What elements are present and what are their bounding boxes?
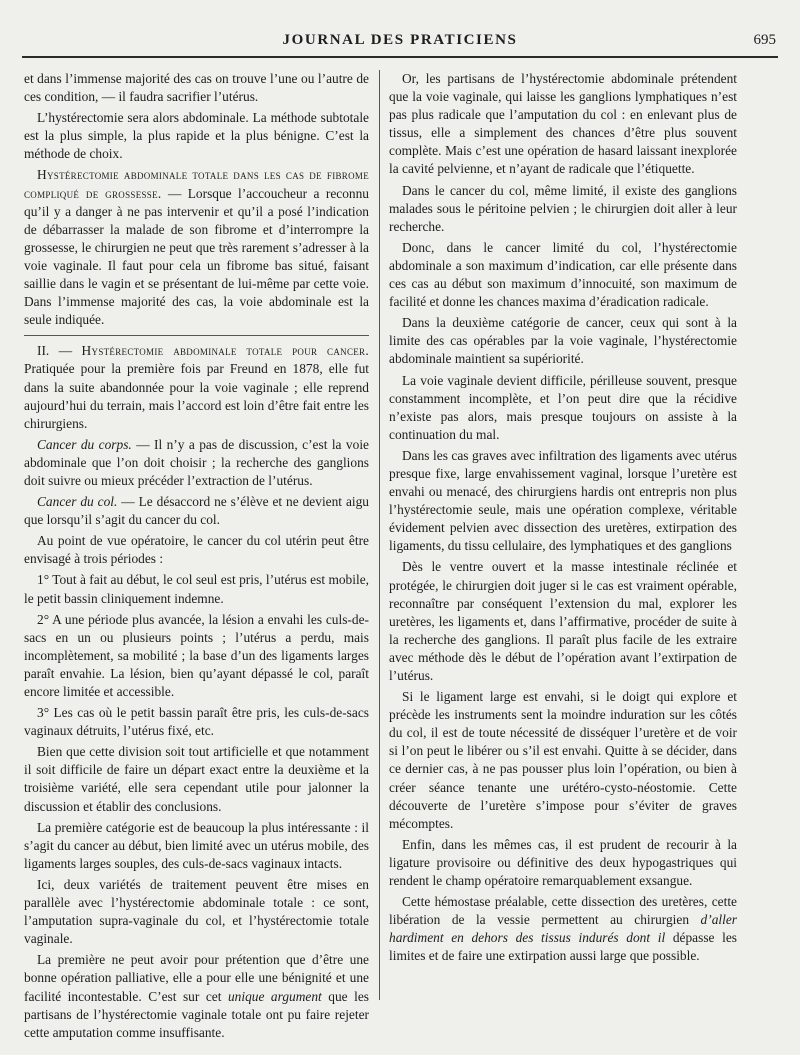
paragraph: Au point de vue opératoire, le cancer du col utérin peut être envisagé à trois périodes :	[24, 533, 369, 567]
paragraph	[24, 436, 369, 490]
subsection-label: Cancer du corps.	[37, 436, 132, 452]
paragraph: Dans la deuxième catégorie de cancer, ceux qui sont à la limite des cas opérables par la voie vaginale, l’hystérectomie abdominale maintient sa supériorité.	[389, 315, 737, 367]
paragraph: Donc, dans le cancer limité du col, l’hystérectomie abdominale a son maximum d’indication, car elle présente dans ces cas au début son maximum d’innocuité, son maximum de facilité et donne les chances maxima d’éradication radicale.	[389, 239, 737, 310]
paragraph: et dans l’immense majorité des cas on trouve l’une ou l’autre de ces condition, — il faudra sacrifier l’utérus.	[24, 71, 369, 105]
paragraph: Or, les partisans de l’hystérectomie abdominale prétendent que la voie vaginale, qui laisse les ganglions lymphatiques n’est pas plus radicale que l’amputation du col : en enlevant plus de tissus, elle a simplement des chances d’être plus souvent complète. Mais c’est une opération de hasard laissant inexplorée la cavité pelvienne, et n’ayant de radicale que l’étiquette.	[389, 71, 737, 177]
section-divider	[24, 335, 369, 336]
paragraph: Enfin, dans les mêmes cas, il est prudent de recourir à la ligature provisoire ou définitive des deux hypogastriques qui rendent le champ opératoire remarquablement exsangue.	[389, 836, 737, 889]
section-heading: Hystérectomie abdominale totale pour cancer.	[81, 343, 369, 359]
journal-title: JOURNAL DES PRATICIENS	[282, 32, 518, 48]
paragraph	[24, 951, 369, 1041]
paragraph: La voie vaginale devient difficile, périlleuse souvent, presque constamment incomplète, et l’on peut dire que la récidive n’existe pas alors, mais presque toujours on assiste à la continuation du mal.	[389, 372, 737, 442]
emphasis-text: d’aller hardiment en dehors des tissus indurés dont il	[389, 912, 737, 946]
section-heading: Hystérectomie abdominale totale dans les cas de fibrome compliqué de grossesse.	[24, 167, 369, 201]
right-column	[389, 70, 737, 1030]
paragraph: Ici, deux variétés de traitement peuvent être mises en parallèle avec l’hystérectomie abdominale totale : ce sont, l’amputation supra-vaginale du col, et l’hystérectomie totale vaginale.	[24, 876, 369, 947]
paragraph: Dans le cancer du col, même limité, il existe des ganglions malades sous le péritoine pelvien ; le chirurgien doit aller à leur recherche.	[389, 182, 737, 234]
paragraph: Bien que cette division soit tout artificielle et que notamment il soit difficile de faire un départ exact entre la deuxième et la troisième variété, elle sera cependant utile pour jalonner la discussion et établir des conclusions.	[24, 744, 369, 814]
paragraph	[24, 493, 369, 529]
list-item: 3° Les cas où le petit bassin paraît être pris, les culs-de-sacs vaginaux détruits, l’utérus fixé, etc.	[24, 705, 369, 739]
section-number: II. —	[37, 343, 82, 359]
paragraph	[389, 893, 737, 965]
paragraph: Dans les cas graves avec infiltration des ligaments avec utérus presque fixe, large envahissement vaginal, lorsque l’uretère est envahi ou menacé, des chirurgiens hardis ont entrepris non plus l’hystérectomie seule, mais une opération complexe, véritable évidement pelvien avec dissection des uretères, extirpation des ligaments, du tissu cellulaire, des lymphatiques et des ganglions	[389, 447, 737, 554]
paragraph	[24, 166, 369, 329]
list-item: 1° Tout à fait au début, le col seul est pris, l’utérus est mobile, le petit bassin cliniquement indemne.	[24, 572, 369, 606]
paragraph-text: — Il n’y a pas de discussion, c’est la voie abdominale que l’on doit choisir ; la recherche des ganglions doit suivre ou mieux précéder l’extraction de l’utérus.	[24, 436, 369, 488]
page-number: 695	[753, 32, 776, 48]
paragraph-text: Pratiquée pour la première fois par Freund en 1878, elle fut dans la suite abandonnée pour la voie vaginale ; elle reprend aujourd’hui du terrain, mais l’accord est loin d’être fait entre les chirurgiens.	[24, 361, 369, 431]
column-divider	[379, 70, 380, 1000]
emphasis-text: unique argument	[227, 988, 322, 1004]
list-item: 2° A une période plus avancée, la lésion a envahi les culs-de-sacs en un ou plusieurs points ; l’utérus a perdu, mais incomplètement, sa mobilité ; la base d’un des ligaments larges paraît envahie. La lésion, bien qu’ayant dépassé le col, paraît encore limitée et accessible.	[24, 611, 369, 699]
paragraph: La première catégorie est de beaucoup la plus intéressante : il s’agit du cancer au début, bien limité avec un utérus mobile, des ligaments larges souples, des culs-de-sacs vaginaux intacts.	[24, 819, 369, 871]
paragraph-text: — Le désaccord ne s’élève et ne devient aigu que lorsqu’il s’agit du cancer du col.	[24, 494, 369, 528]
header-rule	[22, 56, 778, 58]
running-header	[22, 30, 778, 60]
paragraph	[24, 342, 369, 432]
paragraph-text: La première ne peut avoir pour prétention que d’être une bonne opération palliative, elle a pour elle une bénignité et une facilité incontestable. C’est sur cet	[24, 952, 369, 1004]
paragraph-text: dépasse les limites et de faire une extirpation aussi large que possible.	[389, 930, 737, 964]
paragraph-text: que les partisans de l’hystérectomie vaginale totale ont pu faire rejeter cette amputation comme insuffisante.	[24, 988, 369, 1040]
left-column	[24, 70, 370, 1040]
paragraph: Si le ligament large est envahi, si le doigt qui explore et précède les instruments sent la moindre induration sur les côtés du col, il est de toute nécessité de disséquer l’uretère et de voir si l’on peut le libérer ou s’il est envahi. Quitte à se décider, dans ce dernier cas, à ne pas pousser plus loin l’opération, ou bien à créer séance tenante une urétéro-cysto-néostomie. Cette découverte de l’uretère s’impose pour s’éviter de graves mécomptes.	[389, 689, 737, 831]
paragraph: Dès le ventre ouvert et la masse intestinale réclinée et protégée, le chirurgien doit juger si le cas est vraiment opérable, reconnaître par conséquent l’extension du mal, explorer les uretères, les ligaments et, dans l’affirmative, procéder de suite à la recherche des ganglions. Il paraît plus facile de les extraire avec méthode dès le début de l’opération avant l’extirpation de l’utérus.	[389, 559, 737, 683]
paragraph-text: — Lorsque l’accoucheur a reconnu qu’il y a danger à ne pas intervenir et qu’il a posé l’indication de débarrasser la malade de son fibrome et d’interrompre la grossesse, le chirurgien ne peut que très rarement s’adresser à la voie vaginale. Il faut pour cela un fibrome bas situé, faisant saillie dans le vagin et se présentant de lui-même par cette voie. Dans l’immense majorité des cas, la voie abdominale est la seule indiquée.	[24, 185, 370, 328]
subsection-label: Cancer du col.	[37, 494, 118, 510]
paragraph: L’hystérectomie sera alors abdominale. La méthode subtotale est la plus simple, la plus rapide et la plus bénigne. C’est la méthode de choix.	[24, 110, 369, 162]
paragraph-text: Cette hémostase préalable, cette dissection des uretères, cette libération de la vessie permettent au chirurgien	[389, 894, 737, 928]
